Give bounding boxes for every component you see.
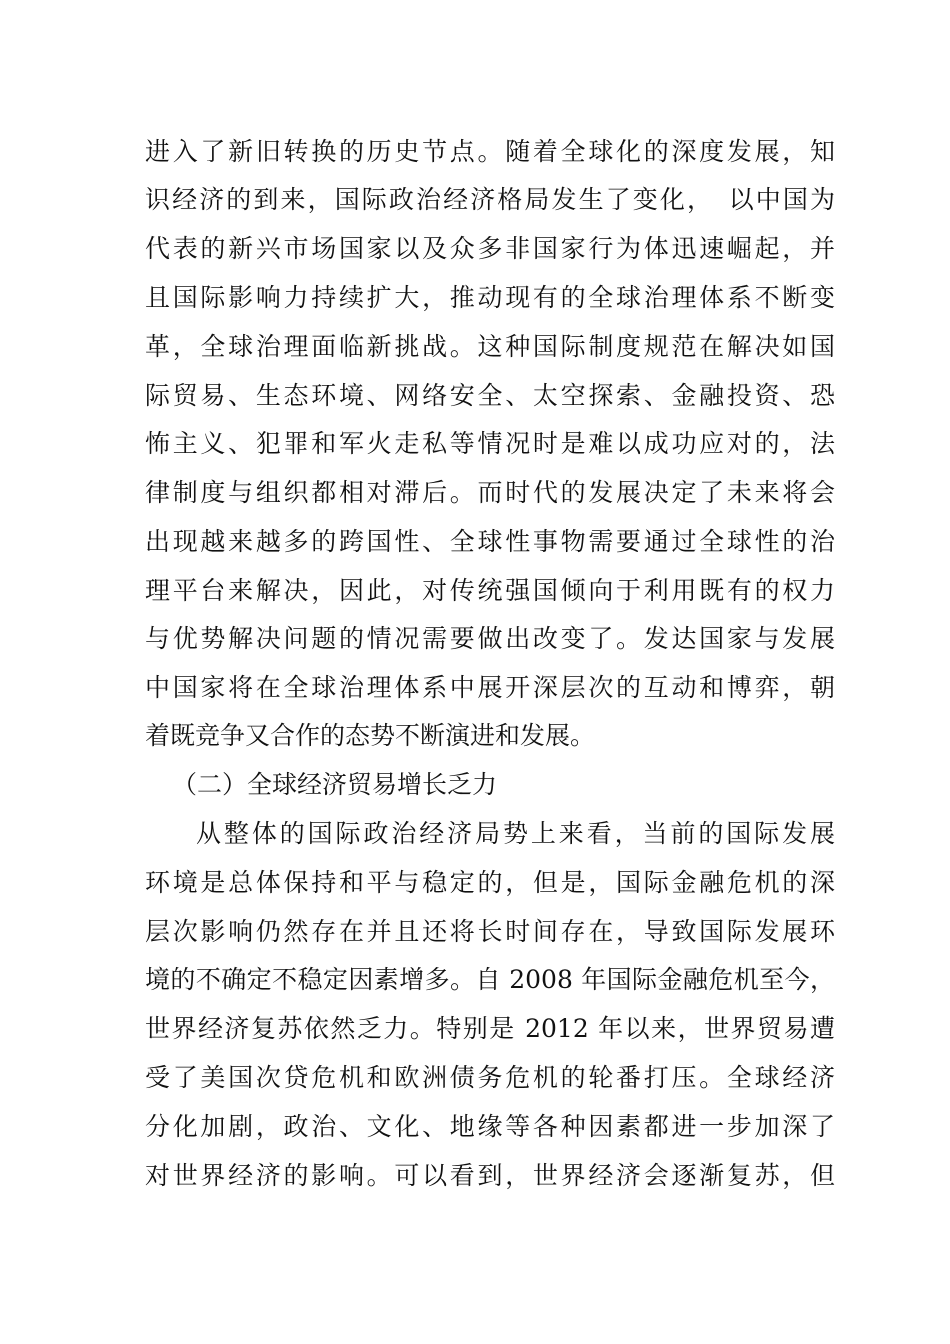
paragraph-line: 怖主义、犯罪和军火走私等情况时是难以成功应对的，法 — [145, 429, 835, 458]
paragraph-line: 且国际影响力持续扩大，推动现有的全球治理体系不断变 — [145, 283, 835, 312]
paragraph-line: 理平台来解决，因此，对传统强国倾向于利用既有的权力 — [145, 576, 835, 605]
paragraph-line: 受了美国次贷危机和欧洲债务危机的轮番打压。全球经济 — [145, 1063, 835, 1092]
paragraph-line: 层次影响仍然存在并且还将长时间存在，导致国际发展环 — [145, 917, 835, 946]
paragraph-line: 中国家将在全球治理体系中展开深层次的互动和博弈，朝 — [145, 673, 835, 702]
section-heading: （二）全球经济贸易增长乏力 — [172, 770, 498, 799]
paragraph-line: 境的不确定不稳定因素增多。自 2008 年国际金融危机至今， — [145, 965, 835, 994]
paragraph-line: 革，全球治理面临新挑战。这种国际制度规范在解决如国 — [145, 332, 835, 361]
paragraph-line: 进入了新旧转换的历史节点。随着全球化的深度发展，知 — [145, 137, 835, 166]
paragraph-line: 识经济的到来，国际政治经济格局发生了变化， 以中国为 — [145, 185, 835, 214]
paragraph-line: 出现越来越多的跨国性、全球性事物需要通过全球性的治 — [145, 527, 835, 556]
paragraph-line: 代表的新兴市场国家以及众多非国家行为体迅速崛起，并 — [145, 234, 835, 263]
paragraph-line: 世界经济复苏依然乏力。特别是 2012 年以来，世界贸易遭 — [145, 1014, 835, 1043]
paragraph-line: 着既竞争又合作的态势不断演进和发展。 — [145, 721, 596, 750]
paragraph-line: 际贸易、生态环境、网络安全、太空探索、金融投资、恐 — [145, 381, 835, 410]
paragraph-line: 律制度与组织都相对滞后。而时代的发展决定了未来将会 — [145, 478, 835, 507]
paragraph-line: 对世界经济的影响。可以看到，世界经济会逐渐复苏，但 — [145, 1161, 835, 1190]
paragraph-line: 与优势解决问题的情况需要做出改变了。发达国家与发展 — [145, 624, 835, 653]
paragraph-line: 环境是总体保持和平与稳定的，但是，国际金融危机的深 — [145, 868, 835, 897]
paragraph-line: 分化加剧，政治、文化、地缘等各种因素都进一步加深了 — [145, 1112, 835, 1141]
paragraph-line: 从整体的国际政治经济局势上来看，当前的国际发展 — [196, 819, 835, 848]
